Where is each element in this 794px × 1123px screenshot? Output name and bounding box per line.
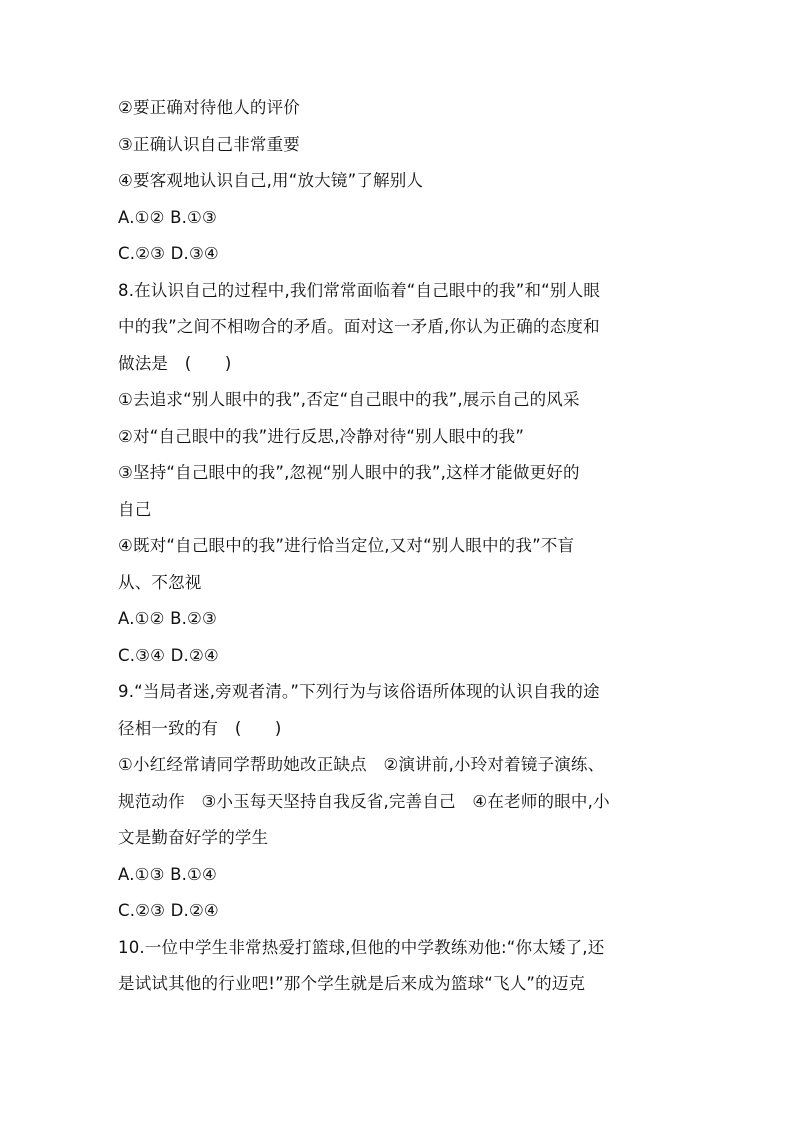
text-line: 径相一致的有 ( ): [118, 718, 282, 738]
answer-options: A.①③ B.①④: [118, 864, 218, 884]
answer-options: C.③④ D.②④: [118, 645, 219, 665]
question-10: 10.一位中学生非常热爱打篮球,但他的中学教练劝他:“你太矮了,还: [118, 937, 605, 957]
text-line: ④既对“自己眼中的我”进行恰当定位,又对“别人眼中的我”不盲: [118, 536, 575, 555]
answer-options: C.②③ D.③④: [118, 244, 219, 263]
text-line: 文是勤奋好学的学生: [118, 828, 269, 847]
text-line: 规范动作 ③小玉每天坚持自我反省,完善自己 ④在老师的眼中,小: [118, 791, 610, 811]
text-line: ②要正确对待他人的评价: [118, 98, 300, 117]
text-line: 做法是 ( ): [118, 353, 232, 373]
answer-options: C.②③ D.②④: [118, 901, 219, 920]
question-9: 9.“当局者迷,旁观者清。”下列行为与该俗语所体现的认识自我的途: [118, 682, 600, 701]
text-line: ①去追求“别人眼中的我”,否定“自己眼中的我”,展示自己的风采: [118, 390, 580, 409]
document-page: [118, 90, 678, 1003]
text-line: ①小红经常请同学帮助她改正缺点 ②演讲前,小玲对着镜子演练、: [118, 755, 605, 774]
text-line: ④要客观地认识自己,用“放大镜”了解别人: [118, 171, 424, 190]
text-line: 中的我”之间不相吻合的矛盾。面对这一矛盾,你认为正确的态度和: [118, 317, 600, 336]
text-line: 是试试其他的行业吧!”那个学生就是后来成为篮球“飞人”的迈克: [118, 974, 586, 993]
question-8: 8.在认识自己的过程中,我们常常面临着“自己眼中的我”和“别人眼: [118, 280, 601, 300]
answer-options: A.①② B.①③: [118, 207, 218, 227]
text-line: 自己: [118, 499, 152, 519]
text-line: ③坚持“自己眼中的我”,忽视“别人眼中的我”,这样才能做更好的: [118, 463, 580, 482]
text-line: ③正确认识自己非常重要: [118, 134, 300, 154]
answer-options: A.①② B.②③: [118, 609, 218, 628]
text-line: 从、不忽视: [118, 572, 202, 592]
text-line: ②对“自己眼中的我”进行反思,冷静对待“别人眼中的我”: [118, 426, 525, 446]
